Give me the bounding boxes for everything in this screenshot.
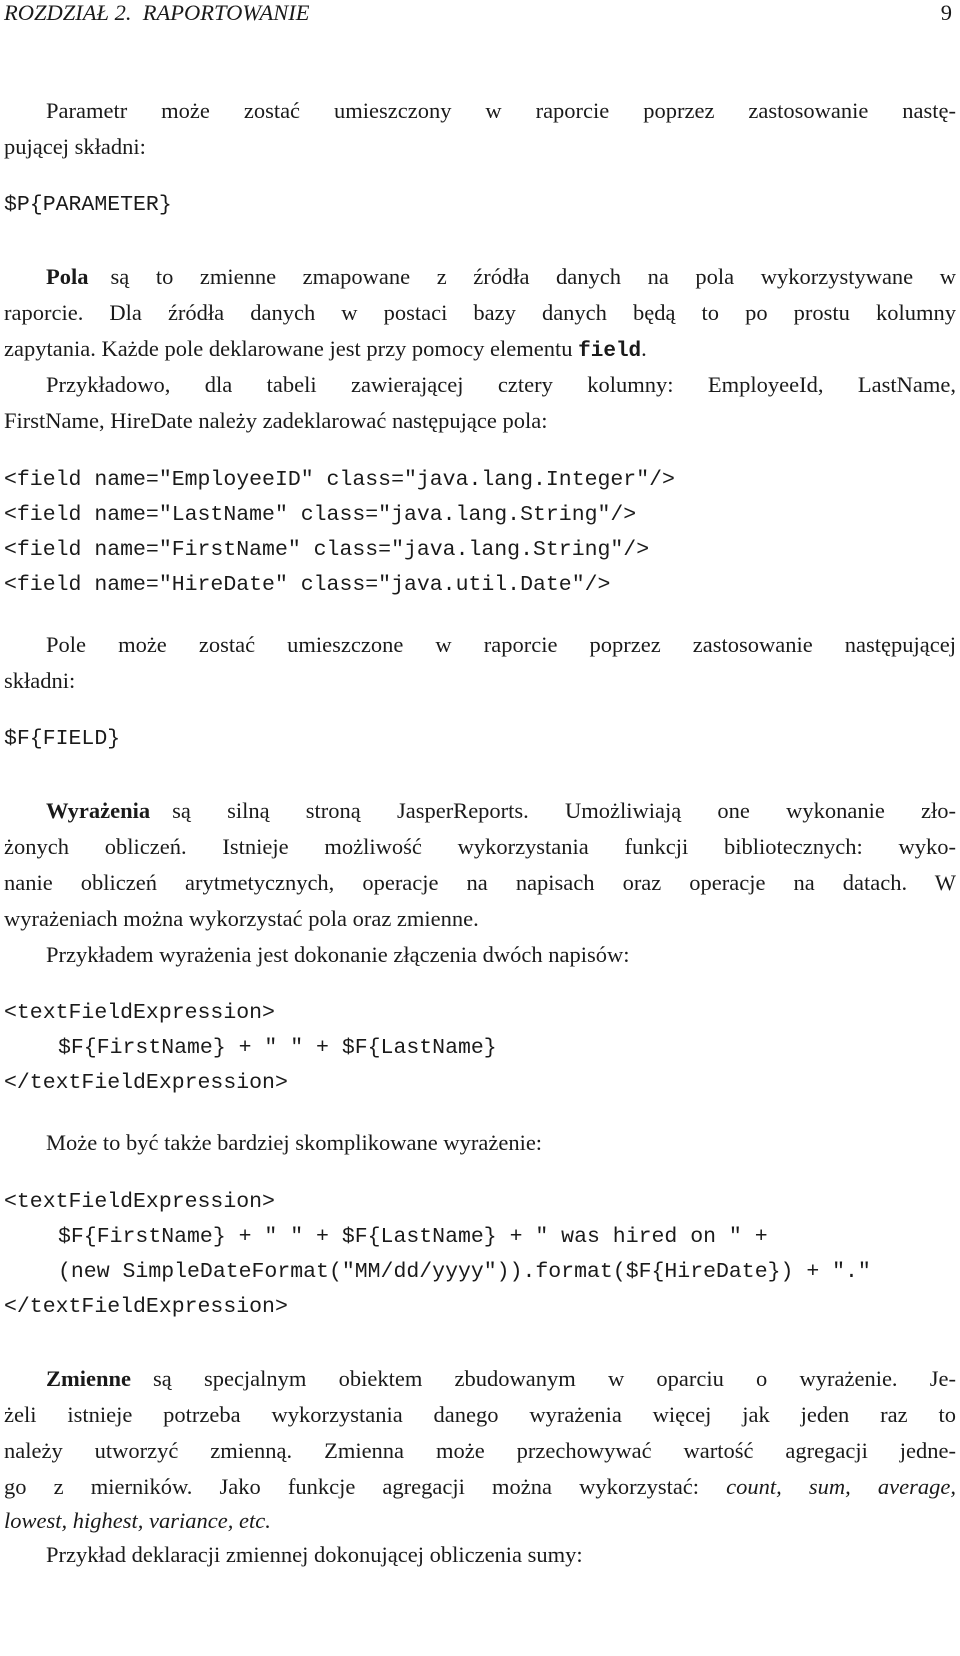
variables-line-6: Przykład deklaracji zmiennej dokonującej obliczenia sumy:	[46, 1542, 583, 1567]
expressions-line-4: wyrażeniach można wykorzystać pola oraz zmienne.	[4, 906, 479, 931]
example2-code-line-3: (new SimpleDateFormat("MM/dd/yyyy")).format($F{HireDate}) + "."	[58, 1260, 871, 1284]
expressions-example1-intro: Przykładem wyrażenia jest dokonanie złączenia dwóch napisów:	[46, 942, 630, 967]
example2-code-line-1: <textFieldExpression>	[4, 1190, 275, 1214]
page-number: 9	[940, 0, 952, 25]
variables-line-2: żeli istnieje potrzeba wykorzystania danego wyrażenia więcej jak jeden raz to	[4, 1402, 956, 1427]
fields-usage-line-2: składni:	[4, 668, 76, 693]
fields-label: Pola	[46, 264, 89, 289]
fields-line-3-end: .	[641, 336, 647, 361]
fields-line-3-text: zapytania. Każde pole deklarowane jest przy pomocy elementu	[4, 336, 579, 361]
fields-line-1-text: są to zmienne zmapowane z źródła danych na pola wykorzystywane w	[110, 264, 956, 289]
variables-line-4	[4, 1472, 956, 1502]
variables-line-4-text: go z mierników. Jako funkcje agregacji można wykorzystać:	[4, 1474, 727, 1499]
fields-line-2: raporcie. Dla źródła danych w postaci bazy danych będą to po prostu kolumny	[4, 300, 956, 325]
running-header: ROZDZIAŁ 2. RAPORTOWANIE	[4, 0, 310, 25]
fields-line-3	[4, 334, 647, 367]
fields-usage-code: $F{FIELD}	[4, 727, 121, 751]
field-code-line-3: <field name="FirstName" class="java.lang.String"/>	[4, 538, 650, 562]
expressions-label: Wyrażenia	[46, 798, 151, 823]
expressions-line-3: nanie obliczeń arytmetycznych, operacje na napisach oraz operacje na datach. W	[4, 870, 956, 895]
example2-code-line-4: </textFieldExpression>	[4, 1295, 288, 1319]
field-code-line-4: <field name="HireDate" class="java.util.Date"/>	[4, 573, 611, 597]
params-line-1: Parametr może zostać umieszczony w raporcie poprzez zastosowanie nastę-	[46, 98, 956, 123]
field-element-code: field	[578, 340, 642, 363]
params-line-2: pującej składni:	[4, 134, 146, 159]
fields-line-5: FirstName, HireDate należy zadeklarować następujące pola:	[4, 408, 548, 433]
fields-line-1	[46, 262, 956, 292]
expressions-line-2: żonych obliczeń. Istnieje możliwość wykorzystania funkcji bibliotecznych: wyko-	[4, 834, 956, 859]
variables-aggregates-2: lowest, highest, variance, etc.	[4, 1508, 271, 1533]
variables-line-3: należy utworzyć zmienną. Zmienna może przechowywać wartość agregacji jedne-	[4, 1438, 956, 1463]
expressions-line-1-text: są silną stroną JasperReports. Umożliwiają one wykonanie zło-	[172, 798, 956, 823]
example2-code-line-2: $F{FirstName} + " " + $F{LastName} + " was hired on " +	[58, 1225, 768, 1249]
field-code-line-2: <field name="LastName" class="java.lang.String"/>	[4, 503, 637, 527]
example1-code-line-2: $F{FirstName} + " " + $F{LastName}	[58, 1036, 497, 1060]
field-code-line-1: <field name="EmployeeID" class="java.lang.Integer"/>	[4, 468, 675, 492]
expressions-line-1	[46, 796, 956, 826]
variables-line-5	[4, 1506, 271, 1536]
variables-aggregates-1: count, sum, average,	[726, 1474, 956, 1499]
variables-line-1-text: są specjalnym obiektem zbudowanym w oparciu o wyrażenie. Je-	[153, 1366, 956, 1391]
expressions-example2-intro: Może to być także bardziej skomplikowane wyrażenie:	[46, 1130, 543, 1155]
params-code: $P{PARAMETER}	[4, 193, 172, 217]
variables-line-1	[46, 1364, 956, 1394]
variables-label: Zmienne	[46, 1366, 132, 1391]
example1-code-line-1: <textFieldExpression>	[4, 1001, 275, 1025]
example1-code-line-3: </textFieldExpression>	[4, 1071, 288, 1095]
fields-line-4: Przykładowo, dla tabeli zawierającej cztery kolumny: EmployeeId, LastName,	[46, 372, 956, 397]
fields-usage-line-1: Pole może zostać umieszczone w raporcie poprzez zastosowanie następującej	[46, 632, 956, 657]
